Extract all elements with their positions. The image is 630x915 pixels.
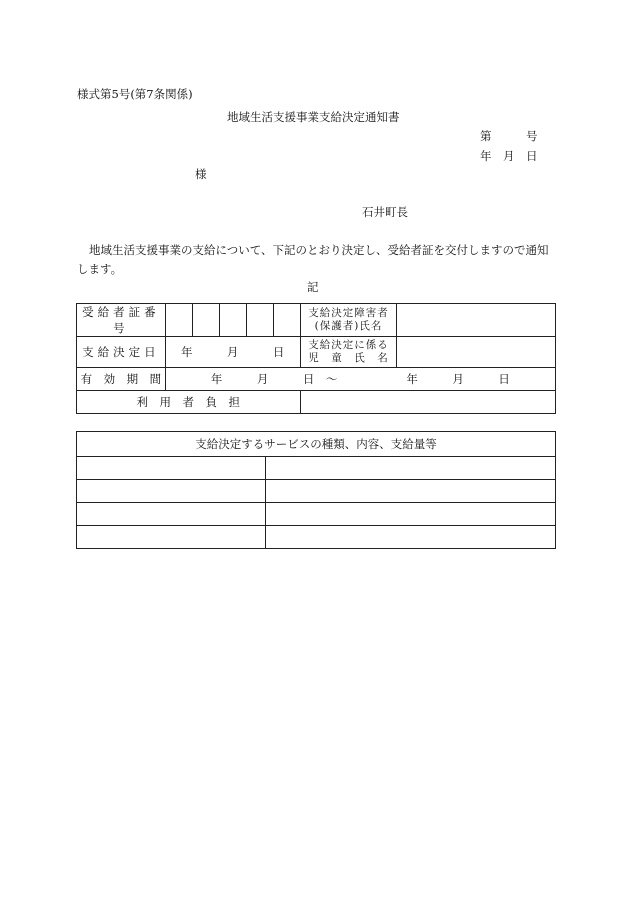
service-detail-cell[interactable] — [265, 526, 555, 549]
child-name-field[interactable] — [397, 337, 556, 368]
user-burden-field[interactable] — [300, 391, 555, 414]
valid-period-field[interactable]: 年 月 日 〜 年 月 日 — [165, 368, 555, 391]
decision-info-table — [76, 303, 556, 414]
guardian-name-field[interactable] — [397, 304, 556, 337]
guardian-name-label — [300, 304, 397, 337]
body-paragraph: 地域生活支援事業の支給について、下記のとおり決定し、受給者証を交付しますので通知します。 — [77, 243, 549, 276]
service-type-cell[interactable] — [77, 526, 266, 549]
recipient-id-digit[interactable] — [165, 304, 192, 337]
document-number: 第 号 — [480, 129, 538, 143]
addressee-suffix: 様 — [195, 167, 207, 181]
document-date: 年 月 日 — [480, 149, 538, 163]
document-title: 地域生活支援事業支給決定通知書 — [227, 110, 400, 124]
recipient-id-digit[interactable] — [219, 304, 246, 337]
guardian-label-line-1: 支給決定障害者 — [308, 307, 389, 319]
recipient-id-digit[interactable] — [246, 304, 273, 337]
valid-period-label: 有 効 期 間 — [77, 368, 166, 391]
child-label-line-1: 支給決定に係る — [308, 339, 389, 351]
service-type-cell[interactable] — [77, 480, 266, 503]
guardian-label-line-2: (保護者)氏名 — [314, 320, 383, 332]
service-detail-cell[interactable] — [265, 503, 555, 526]
form-number: 様式第5号(第7条関係) — [77, 87, 193, 101]
service-table — [76, 431, 556, 549]
child-name-label — [300, 337, 397, 368]
issuer-name: 石井町長 — [362, 205, 408, 219]
service-type-cell[interactable] — [77, 503, 266, 526]
service-detail-cell[interactable] — [265, 480, 555, 503]
service-type-cell[interactable] — [77, 457, 266, 480]
user-burden-label: 利 用 者 負 担 — [77, 391, 301, 414]
recipient-id-digit[interactable] — [273, 304, 300, 337]
service-table-header: 支給決定するサービスの種類、内容、支給量等 — [77, 432, 556, 457]
decision-date-field[interactable]: 年 月 日 — [165, 337, 300, 368]
child-label-line-2: 児 童 氏 名 — [308, 352, 389, 364]
service-detail-cell[interactable] — [265, 457, 555, 480]
recipient-id-label: 受給者証番号 — [77, 304, 166, 337]
ki-heading: 記 — [307, 280, 319, 294]
decision-date-label: 支給決定日 — [77, 337, 166, 368]
recipient-id-digit[interactable] — [192, 304, 219, 337]
